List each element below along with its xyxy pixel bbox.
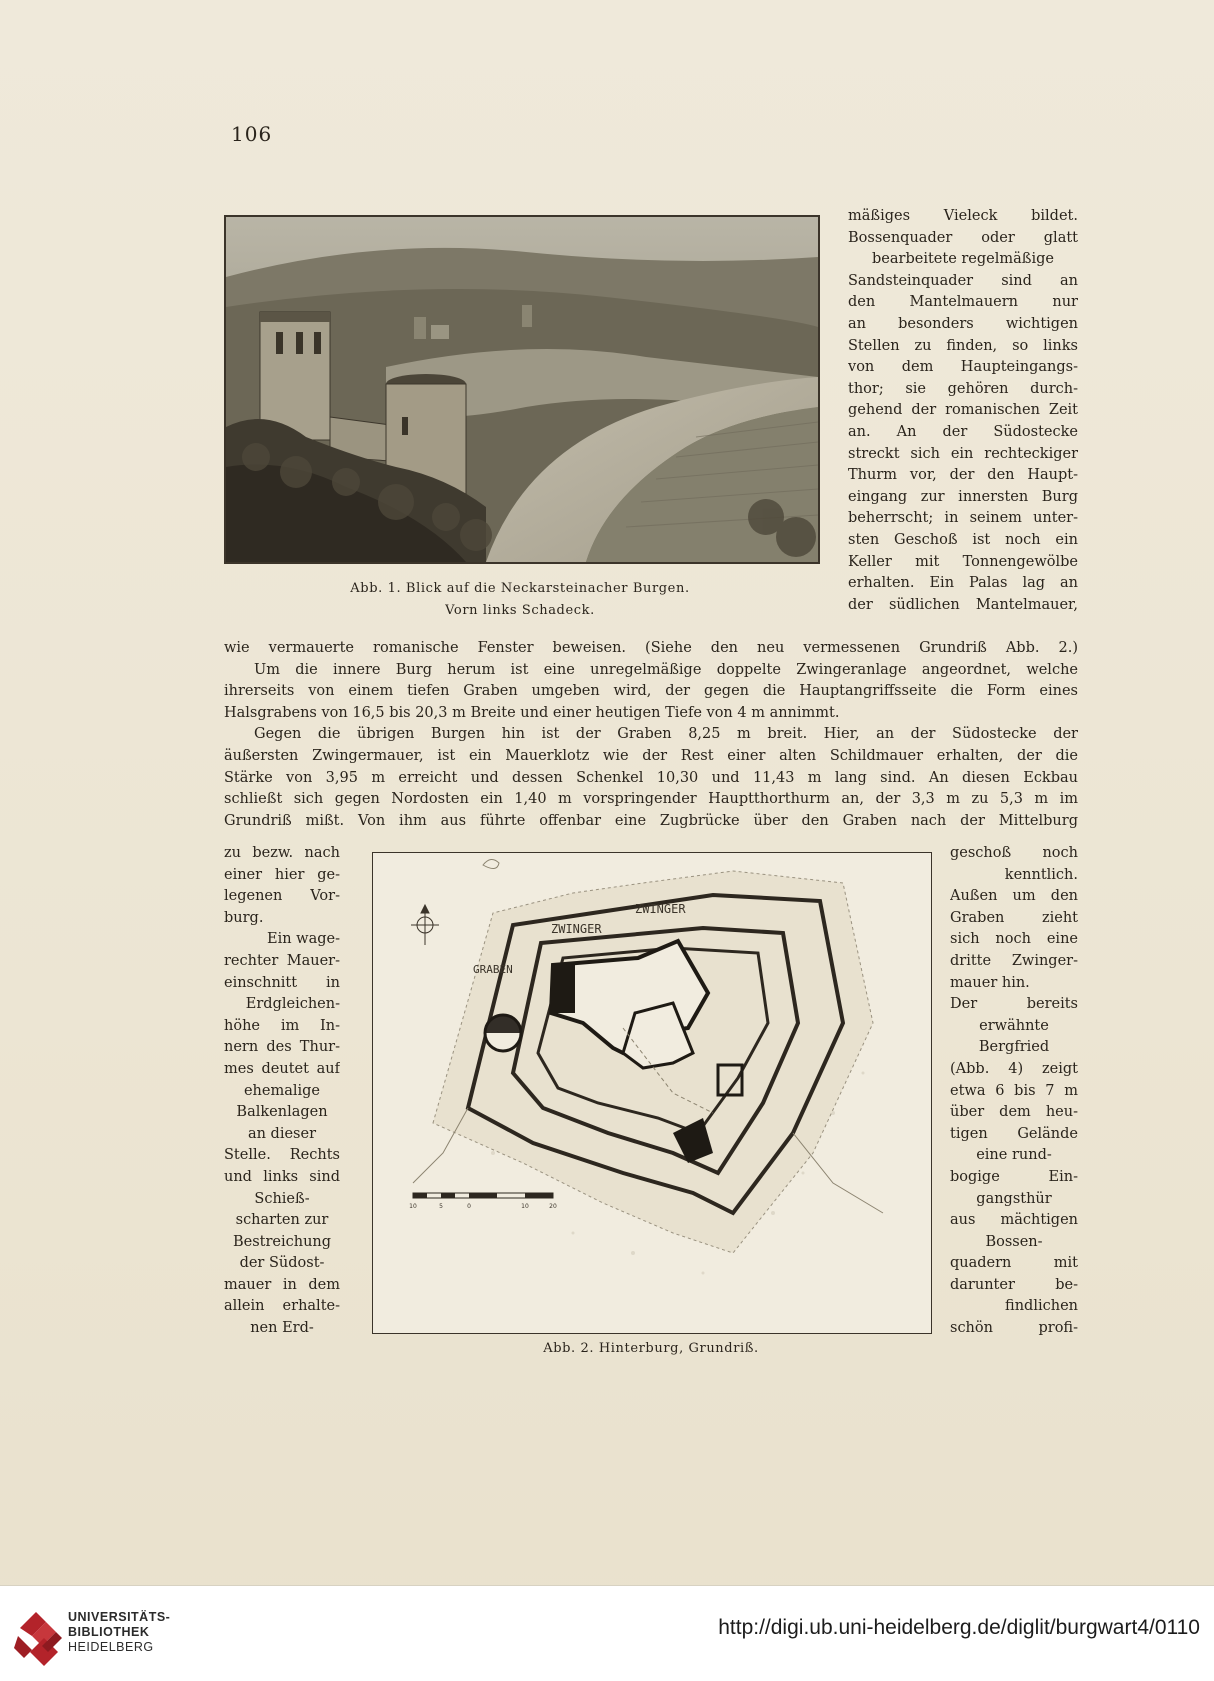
text-line: sten Geschoß ist noch ein xyxy=(848,531,1078,548)
text-line: sich noch eine xyxy=(950,931,1078,948)
text-line: thor; sie gehören durch- xyxy=(848,380,1078,397)
figure-1-caption xyxy=(224,578,816,622)
text-line: Bossen- xyxy=(985,1233,1043,1250)
text-line: mauer hin. xyxy=(950,974,1030,991)
university-library-logo-icon xyxy=(12,1606,64,1668)
plan-label-graben: GRABEN xyxy=(473,963,513,976)
text-line: quadern mit xyxy=(950,1255,1078,1272)
text-line: Ein wage- xyxy=(267,931,340,948)
main-paragraphs xyxy=(224,638,1078,832)
text-line: etwa 6 bis 7 m xyxy=(950,1082,1078,1099)
text-line: Sandsteinquader sind an xyxy=(848,272,1078,289)
page-number: 106 xyxy=(231,122,273,146)
plan-label-zwinger-outer: ZWINGER xyxy=(635,902,686,916)
text-line: mäßiges Vieleck bildet. xyxy=(848,208,1078,224)
text-line: (Abb. 4) zeigt xyxy=(950,1060,1078,1077)
text-line: eine rund- xyxy=(976,1147,1052,1164)
text-line: Keller mit Tonnengewölbe xyxy=(848,553,1078,570)
text-line: wie vermauerte romanische Fenster beweisen. (Siehe den neu vermessenen Grundriß Abb. 2.) xyxy=(224,640,1078,656)
scale-tick-label: 10 xyxy=(521,1203,529,1210)
text-line: Gegen die übrigen Burgen hin ist der Graben 8,25 m breit. Hier, an der Südostecke der xyxy=(254,726,1078,743)
compass-icon xyxy=(411,905,439,945)
figure-1-caption-line1: Abb. 1. Blick auf die Neckarsteinacher Burgen. xyxy=(350,581,690,596)
text-line: gehend der romanischen Zeit xyxy=(848,402,1078,419)
library-name-line: BIBLIOTHEK xyxy=(68,1625,150,1639)
text-line: Halsgrabens von 16,5 bis 20,3 m Breite und einer heutigen Tiefe von 4 m annimmt. xyxy=(224,704,840,721)
text-line: Thurm vor, der den Haupt- xyxy=(848,467,1078,484)
text-line: findlichen xyxy=(1005,1298,1078,1315)
text-line: Bergfried xyxy=(978,1039,1050,1056)
text-line: darunter be- xyxy=(950,1276,1078,1293)
text-line: bearbeitete regelmäßige xyxy=(872,251,1054,268)
library-name-line: UNIVERSITÄTS- xyxy=(68,1610,171,1624)
text-line: erwähnte xyxy=(979,1017,1049,1034)
text-line: Erdgleichen- xyxy=(245,996,340,1013)
text-line: von dem Haupteingangs- xyxy=(848,359,1078,376)
plan-label-zwinger-inner: ZWINGER xyxy=(551,922,602,936)
text-line: streckt sich ein rechteckiger xyxy=(848,445,1078,462)
left-narrow-column xyxy=(224,843,340,1340)
text-line: Stellen zu finden, so links xyxy=(848,337,1078,354)
text-line: einer hier ge- xyxy=(224,866,340,883)
text-line: der südlichen Mantelmauer, xyxy=(848,596,1078,613)
text-line: der Südost- xyxy=(239,1255,325,1272)
text-line: ihrerseits von einem tiefen Graben umgeben wird, der gegen die Hauptangriffsseite die Form eines xyxy=(224,683,1078,700)
text-line: den Mantelmauern nur xyxy=(848,294,1078,311)
text-line: schön profi- xyxy=(950,1320,1078,1337)
text-line: bogige Ein- xyxy=(950,1168,1078,1185)
text-line: Außen um den xyxy=(950,888,1078,905)
text-line: einschnitt in xyxy=(224,974,340,991)
scale-tick-label: 10 xyxy=(409,1203,417,1210)
text-line: höhe im In- xyxy=(224,1017,340,1034)
text-line: eingang zur innersten Burg xyxy=(848,488,1078,505)
scale-tick-label: 20 xyxy=(549,1203,557,1210)
text-line: tigen Gelände xyxy=(950,1125,1078,1142)
text-line: aus mächtigen xyxy=(950,1212,1078,1229)
scale-bar xyxy=(409,1193,557,1210)
text-line: zu bezw. nach xyxy=(224,845,340,861)
text-line: Um die innere Burg herum ist eine unregelmäßige doppelte Zwingeranlage angeordnet, welche xyxy=(254,661,1078,678)
figure-1-photo xyxy=(224,215,820,564)
footer-bar xyxy=(0,1585,1214,1681)
text-line: legenen Vor- xyxy=(224,888,340,905)
text-line: und links sind xyxy=(224,1168,340,1185)
text-line: nern des Thur- xyxy=(224,1039,340,1056)
right-narrow-column xyxy=(950,843,1078,1340)
text-line: schließt sich gegen Nordosten ein 1,40 m vorspringender Hauptthorthurm an, der 3,3 m zu 5,3 m im xyxy=(224,791,1078,808)
source-url-link[interactable]: http://digi.ub.uni-heidelberg.de/diglit/burgwart4/0110 xyxy=(718,1616,1200,1639)
text-line: burg. xyxy=(224,909,264,926)
library-name xyxy=(68,1610,170,1655)
text-line: Der bereits xyxy=(950,996,1078,1013)
library-name-line: HEIDELBERG xyxy=(68,1640,154,1654)
text-line: Balkenlagen xyxy=(236,1104,328,1121)
text-line: beherrscht; in seinem unter- xyxy=(848,510,1078,527)
text-line: äußersten Zwingermauer, ist ein Mauerklotz wie der Rest einer alten Schildmauer erhalten, der die xyxy=(224,747,1078,764)
text-line: an dieser xyxy=(247,1125,317,1142)
text-line: Schieß- xyxy=(254,1190,310,1207)
text-line: Bestreichung xyxy=(232,1233,332,1250)
scale-tick-label: 0 xyxy=(467,1203,471,1210)
text-line: Graben zieht xyxy=(950,909,1078,926)
text-line: erhalten. Ein Palas lag an xyxy=(848,575,1078,592)
text-line: an besonders wichtigen xyxy=(848,315,1078,332)
text-line: geschoß noch xyxy=(950,845,1078,861)
text-line: über dem heu- xyxy=(950,1104,1078,1121)
castle-landscape-illustration xyxy=(226,217,818,562)
text-line: kenntlich. xyxy=(1004,866,1078,883)
text-line: scharten zur xyxy=(235,1212,329,1229)
text-line: an. An der Südostecke xyxy=(848,423,1078,440)
text-line: ehemalige xyxy=(243,1082,321,1099)
text-line: Bossenquader oder glatt xyxy=(848,229,1078,246)
scale-tick-label: 5 xyxy=(439,1203,443,1210)
text-line: allein erhalte- xyxy=(224,1298,340,1315)
text-line: nen Erd- xyxy=(250,1320,314,1337)
text-line: dritte Zwinger- xyxy=(950,952,1078,969)
text-line: gangsthür xyxy=(976,1190,1052,1207)
text-line: Grundriß mißt. Von ihm aus führte offenbar eine Zugbrücke über den Graben nach der Mittelburg xyxy=(224,812,1078,829)
castle-ground-plan-drawing xyxy=(373,853,931,1333)
text-line: Stärke von 3,95 m erreicht und dessen Schenkel 10,30 und 11,43 m lang sind. An diesen Eckbau xyxy=(224,769,1078,786)
text-line: Stelle. Rechts xyxy=(224,1147,340,1164)
text-line: mes deutet auf xyxy=(224,1060,340,1077)
figure-2-plan xyxy=(372,852,932,1334)
text-line: mauer in dem xyxy=(224,1276,340,1293)
figure-1-caption-line2: Vorn links Schadeck. xyxy=(445,603,595,618)
figure-2-caption: Abb. 2. Hinterburg, Grundriß. xyxy=(543,1341,759,1356)
right-column-text xyxy=(848,206,1078,616)
text-line: rechter Mauer- xyxy=(224,952,340,969)
